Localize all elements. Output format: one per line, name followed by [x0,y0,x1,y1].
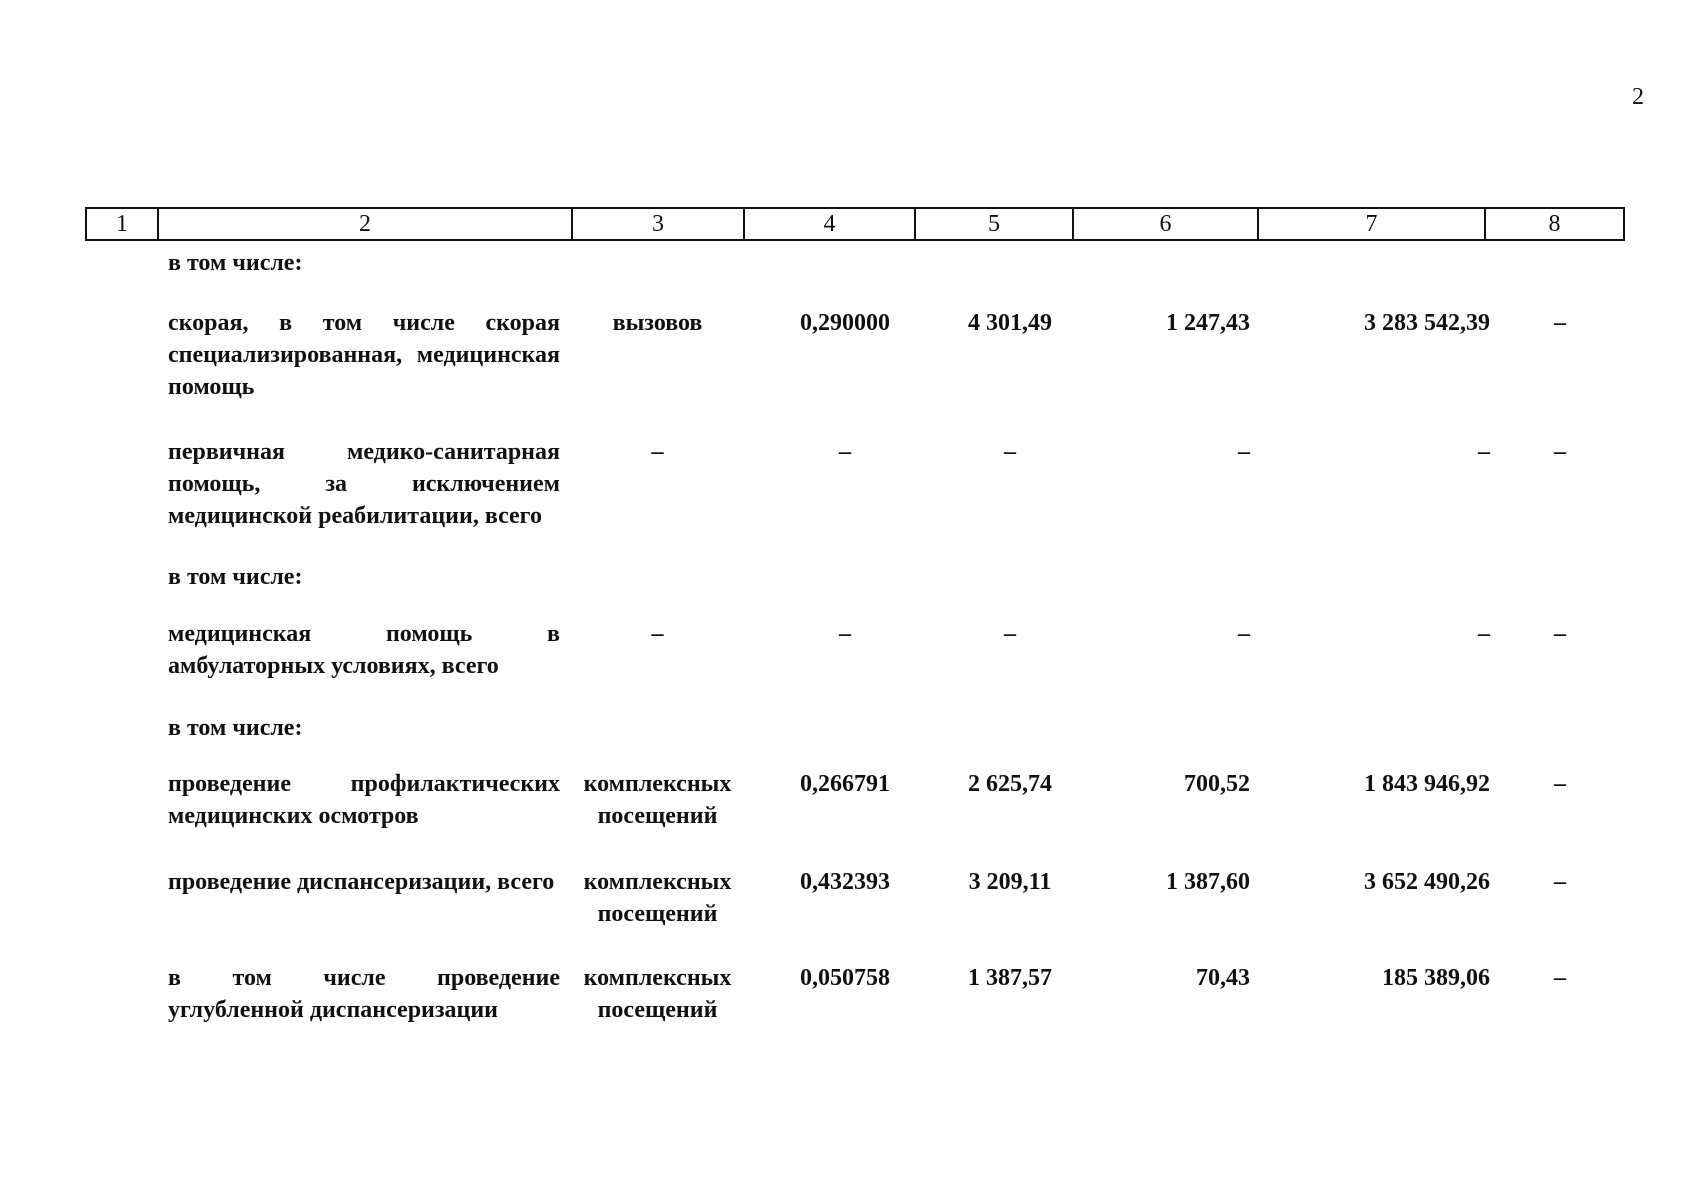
row-value-col8: – [1554,310,1566,336]
row-value-col8: – [1554,439,1566,465]
row-value-col4: 0,266791 [800,771,890,797]
column-header-6: 6 [1074,209,1259,239]
row-value-col8: – [1554,621,1566,647]
row-value-col5: 3 209,11 [968,869,1052,895]
row-value-col4: – [839,439,851,465]
row-value-col4: 0,290000 [800,310,890,336]
row-value-col7: 185 389,06 [1382,965,1490,991]
row-value-col5: 1 387,57 [968,965,1052,991]
row-value-col8: – [1554,965,1566,991]
row-value-col7: – [1478,439,1490,465]
row-unit: вызовов [612,310,703,336]
column-header-7: 7 [1259,209,1486,239]
row-value-col8: – [1554,771,1566,797]
column-header-1: 1 [87,209,159,239]
row-value-col8: – [1554,869,1566,895]
row-unit: – [651,621,664,647]
row-value-col6: – [1238,621,1250,647]
column-header-4: 4 [745,209,916,239]
row-value-col6: 70,43 [1196,965,1250,991]
row-value-col4: 0,432393 [800,869,890,895]
row-unit: комплексных посещений [583,965,732,1023]
table-header-row [85,207,1625,241]
row-value-col5: 4 301,49 [968,310,1052,336]
row-unit: комплексных посещений [583,771,732,829]
row-value-col5: – [1004,621,1016,647]
row-label: проведение профилактических медицинских осмотров [168,771,560,829]
row-value-col7: 3 283 542,39 [1364,310,1490,336]
row-label: в том числе: [168,715,303,741]
column-header-5: 5 [916,209,1074,239]
row-label: скорая, в том числе скорая специализированная, медицинская помощь [168,310,560,400]
row-value-col4: – [839,621,851,647]
row-value-col5: 2 625,74 [968,771,1052,797]
row-label: в том числе: [168,564,303,590]
column-header-2: 2 [159,209,573,239]
row-value-col7: 3 652 490,26 [1364,869,1490,895]
row-unit: – [651,439,664,465]
row-value-col4: 0,050758 [800,965,890,991]
page-number: 2 [1632,84,1644,110]
row-value-col6: 1 387,60 [1166,869,1250,895]
row-label: проведение диспансеризации, всего [168,869,555,895]
row-value-col5: – [1004,439,1016,465]
row-label: в том числе: [168,250,303,276]
row-value-col7: 1 843 946,92 [1364,771,1490,797]
row-value-col6: – [1238,439,1250,465]
row-value-col7: – [1478,621,1490,647]
row-label: медицинская помощь в амбулаторных условиях, всего [168,621,560,679]
column-header-8: 8 [1548,211,1561,237]
row-value-col6: 1 247,43 [1166,310,1250,336]
row-label: в том числе проведение углубленной диспансеризации [168,965,560,1023]
row-unit: комплексных посещений [583,869,732,927]
row-value-col6: 700,52 [1184,771,1250,797]
row-label: первичная медико-санитарная помощь, за исключением медицинской реабилитации, всего [168,439,560,529]
column-header-3: 3 [573,209,745,239]
